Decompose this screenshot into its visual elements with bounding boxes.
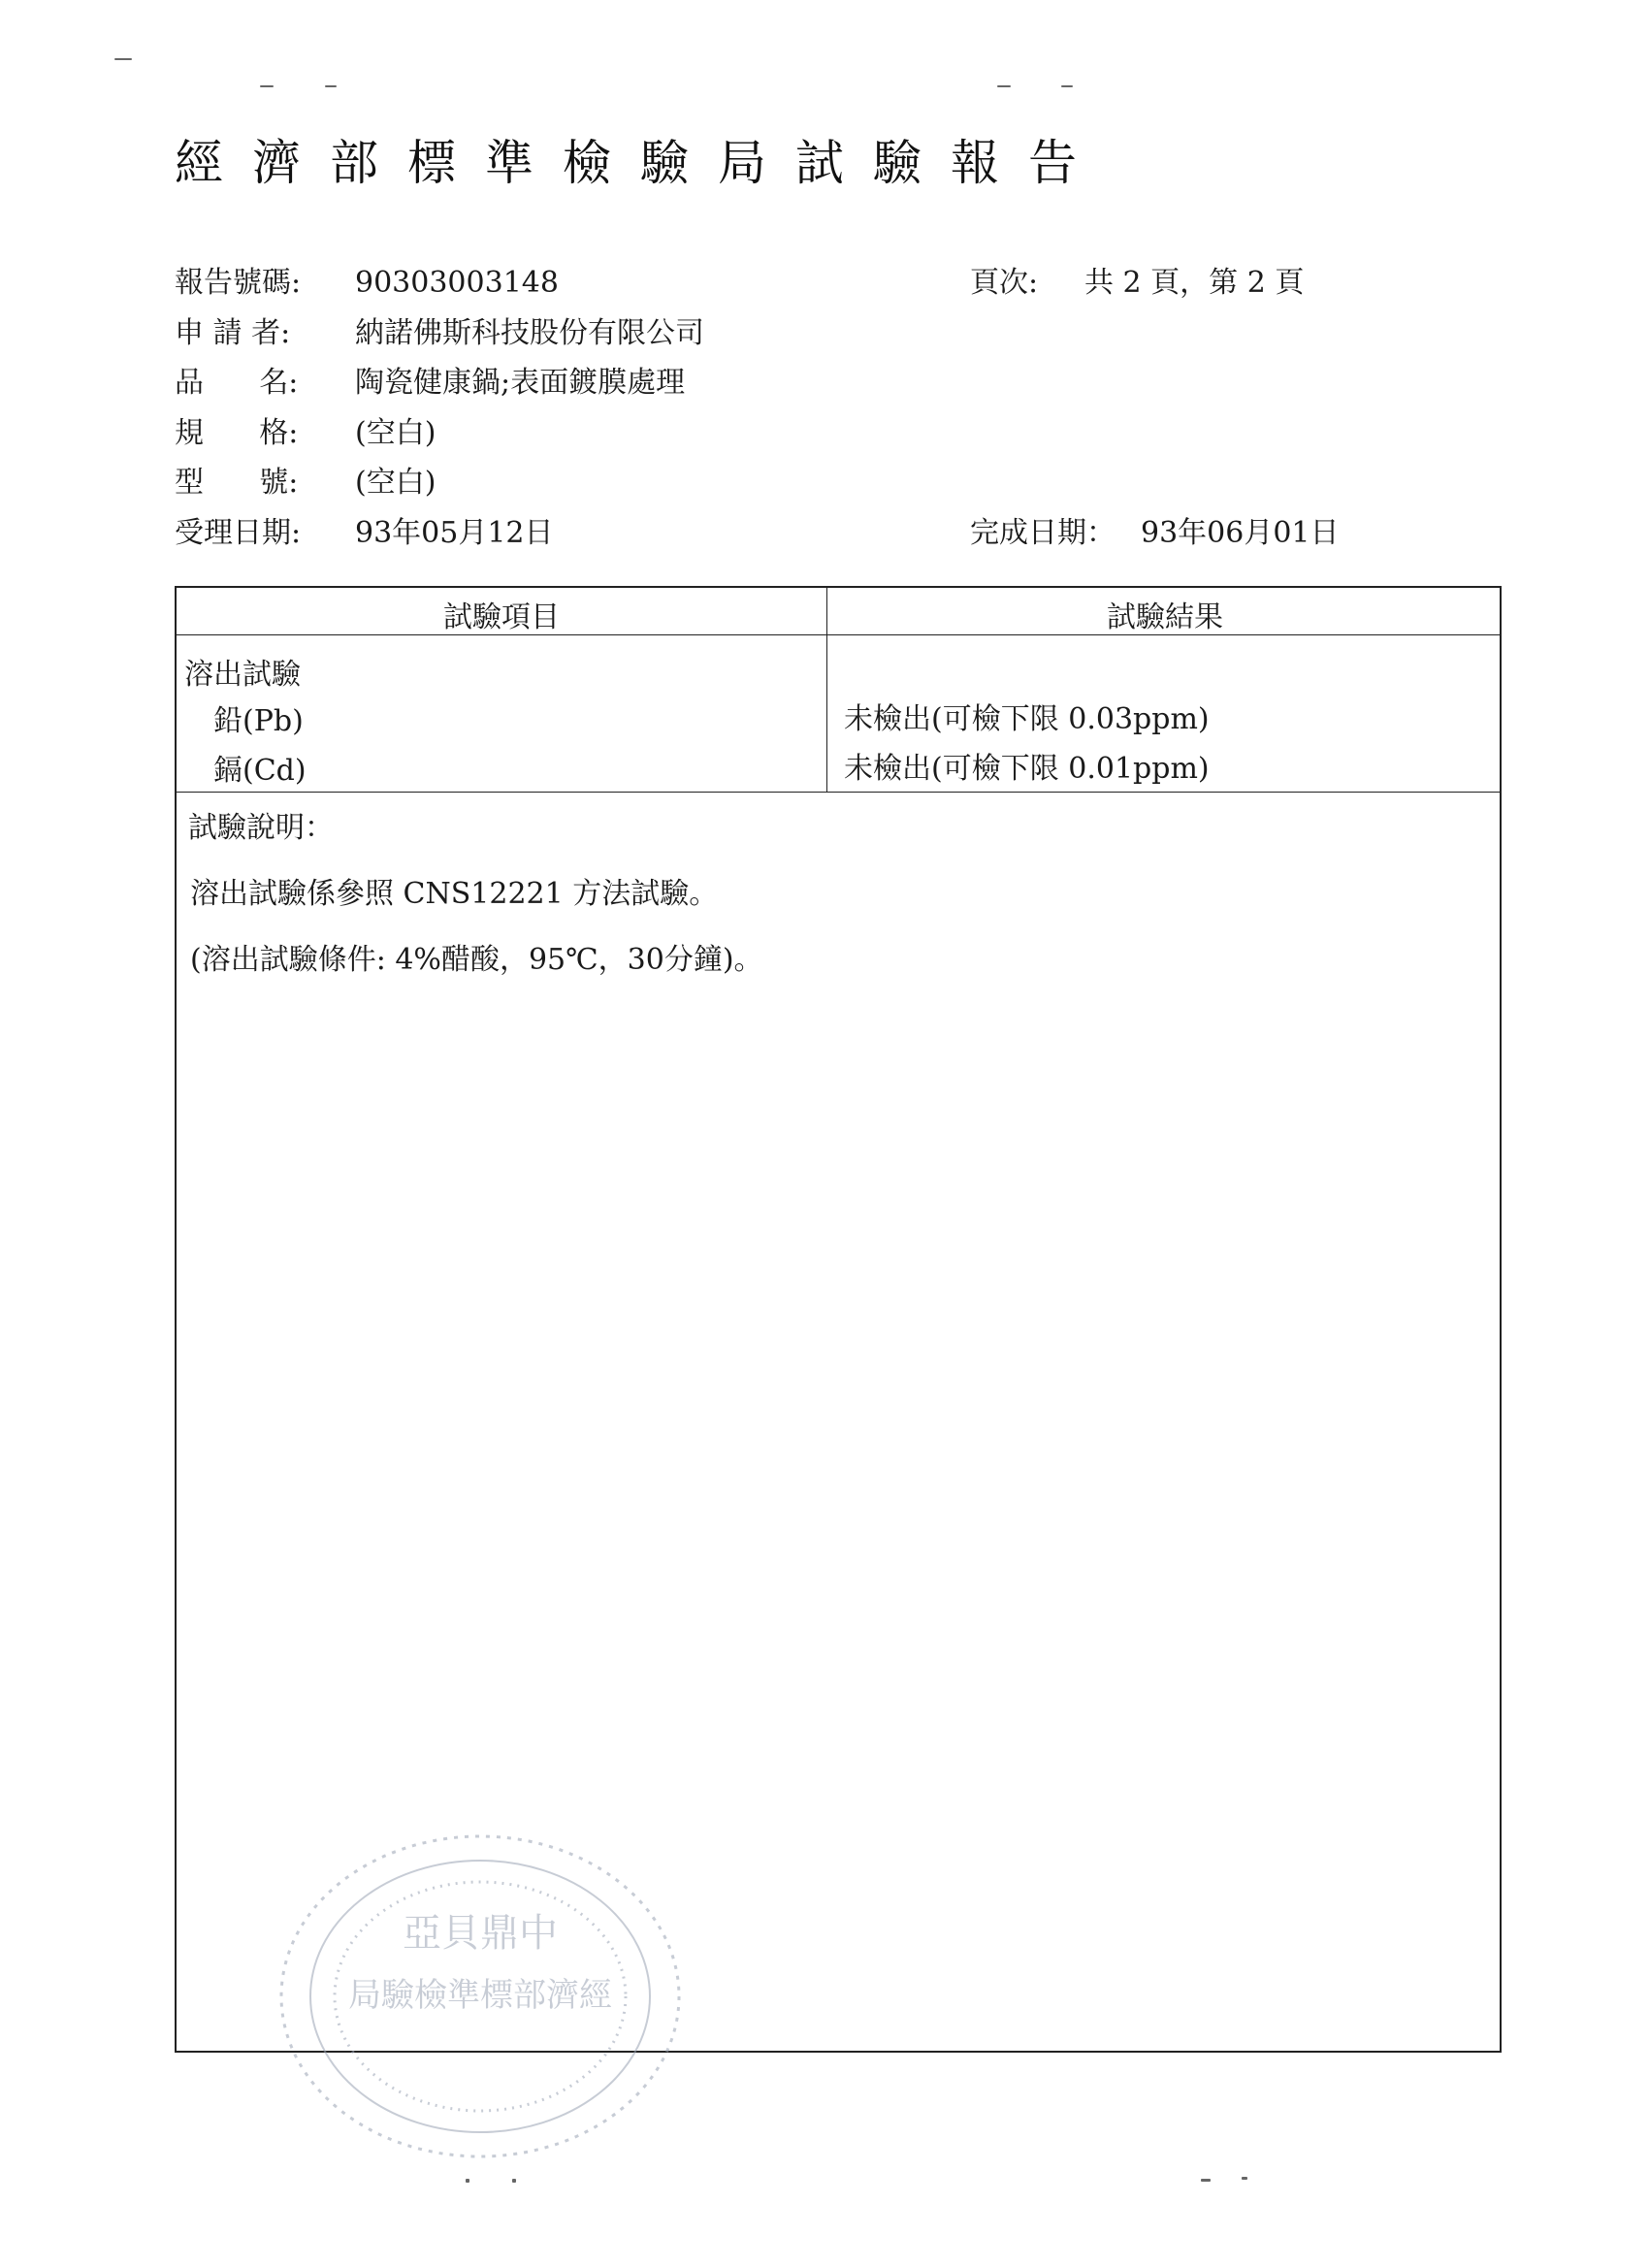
spec-row [175,408,436,451]
note-line-1: 溶出試驗係參照 CNS12221 方法試驗。 [190,877,719,911]
completed-date-label: 完成日期： [970,516,1116,550]
report-number-label: 報告號碼: [175,266,302,300]
applicant-value: 納諾佛斯科技股份有限公司 [355,316,704,350]
table-row-result [844,695,1210,737]
completed-date-row [970,508,1340,551]
product-label: 品 名: [175,366,299,400]
received-date: 93年05月12日 [355,516,554,550]
seal-text-line-2: 局驗檢準標部濟經 [348,1976,612,2015]
table-column-divider [826,588,827,792]
page-value: 共 2 頁，第 2 頁 [1084,266,1305,300]
scan-speck [466,2179,469,2183]
scan-speck [1201,2179,1211,2182]
seal-text-line-1: 亞貝鼎中 [403,1911,558,1956]
completed-date: 93年06月01日 [1141,516,1340,550]
applicant-row [175,308,704,351]
scan-speck [1242,2177,1247,2180]
product-row [175,358,685,401]
column-header-test-result: 試驗結果 [1107,600,1223,634]
test-result-cadmium: 未檢出(可檢下限 0.01ppm) [844,752,1210,786]
report-number-row [175,258,559,301]
scan-speck [512,2179,516,2183]
test-item-lead: 鉛(Pb) [213,704,304,738]
scan-speck [114,58,132,60]
notes-title: 試驗說明： [188,811,334,845]
product-value: 陶瓷健康鍋;表面鍍膜處理 [355,366,686,400]
spec-label: 規 格: [175,416,299,450]
scan-speck [325,85,337,87]
note-line-2: (溶出試驗條件: 4%醋酸，95℃，30分鐘)。 [190,943,763,977]
scan-speck [1061,85,1073,87]
spec-value: (空白) [355,416,436,450]
page-label: 頁次: [970,266,1039,300]
table-row-item [213,746,307,789]
test-item-cadmium: 鎘(Cd) [213,754,307,788]
scan-speck [260,85,274,87]
scan-speck [997,85,1011,87]
received-date-row [175,508,554,551]
received-date-label: 受理日期: [175,516,302,550]
test-result-lead: 未檢出(可檢下限 0.03ppm) [844,702,1210,736]
table-row-item [213,697,304,739]
page-number-row [970,258,1304,301]
model-value: (空白) [355,466,436,500]
applicant-label: 申 請 者: [175,316,291,350]
table-body-divider [177,792,1500,793]
model-label: 型 號: [175,466,299,500]
table-row-result [844,744,1210,787]
report-number: 90303003148 [355,266,559,300]
model-row [175,458,436,501]
report-title: 經濟部標準檢驗局試驗報告 [175,135,1106,191]
official-seal-stamp [267,1822,694,2171]
test-group-label: 溶出試驗 [184,658,301,692]
column-header-test-item: 試驗項目 [443,600,560,634]
